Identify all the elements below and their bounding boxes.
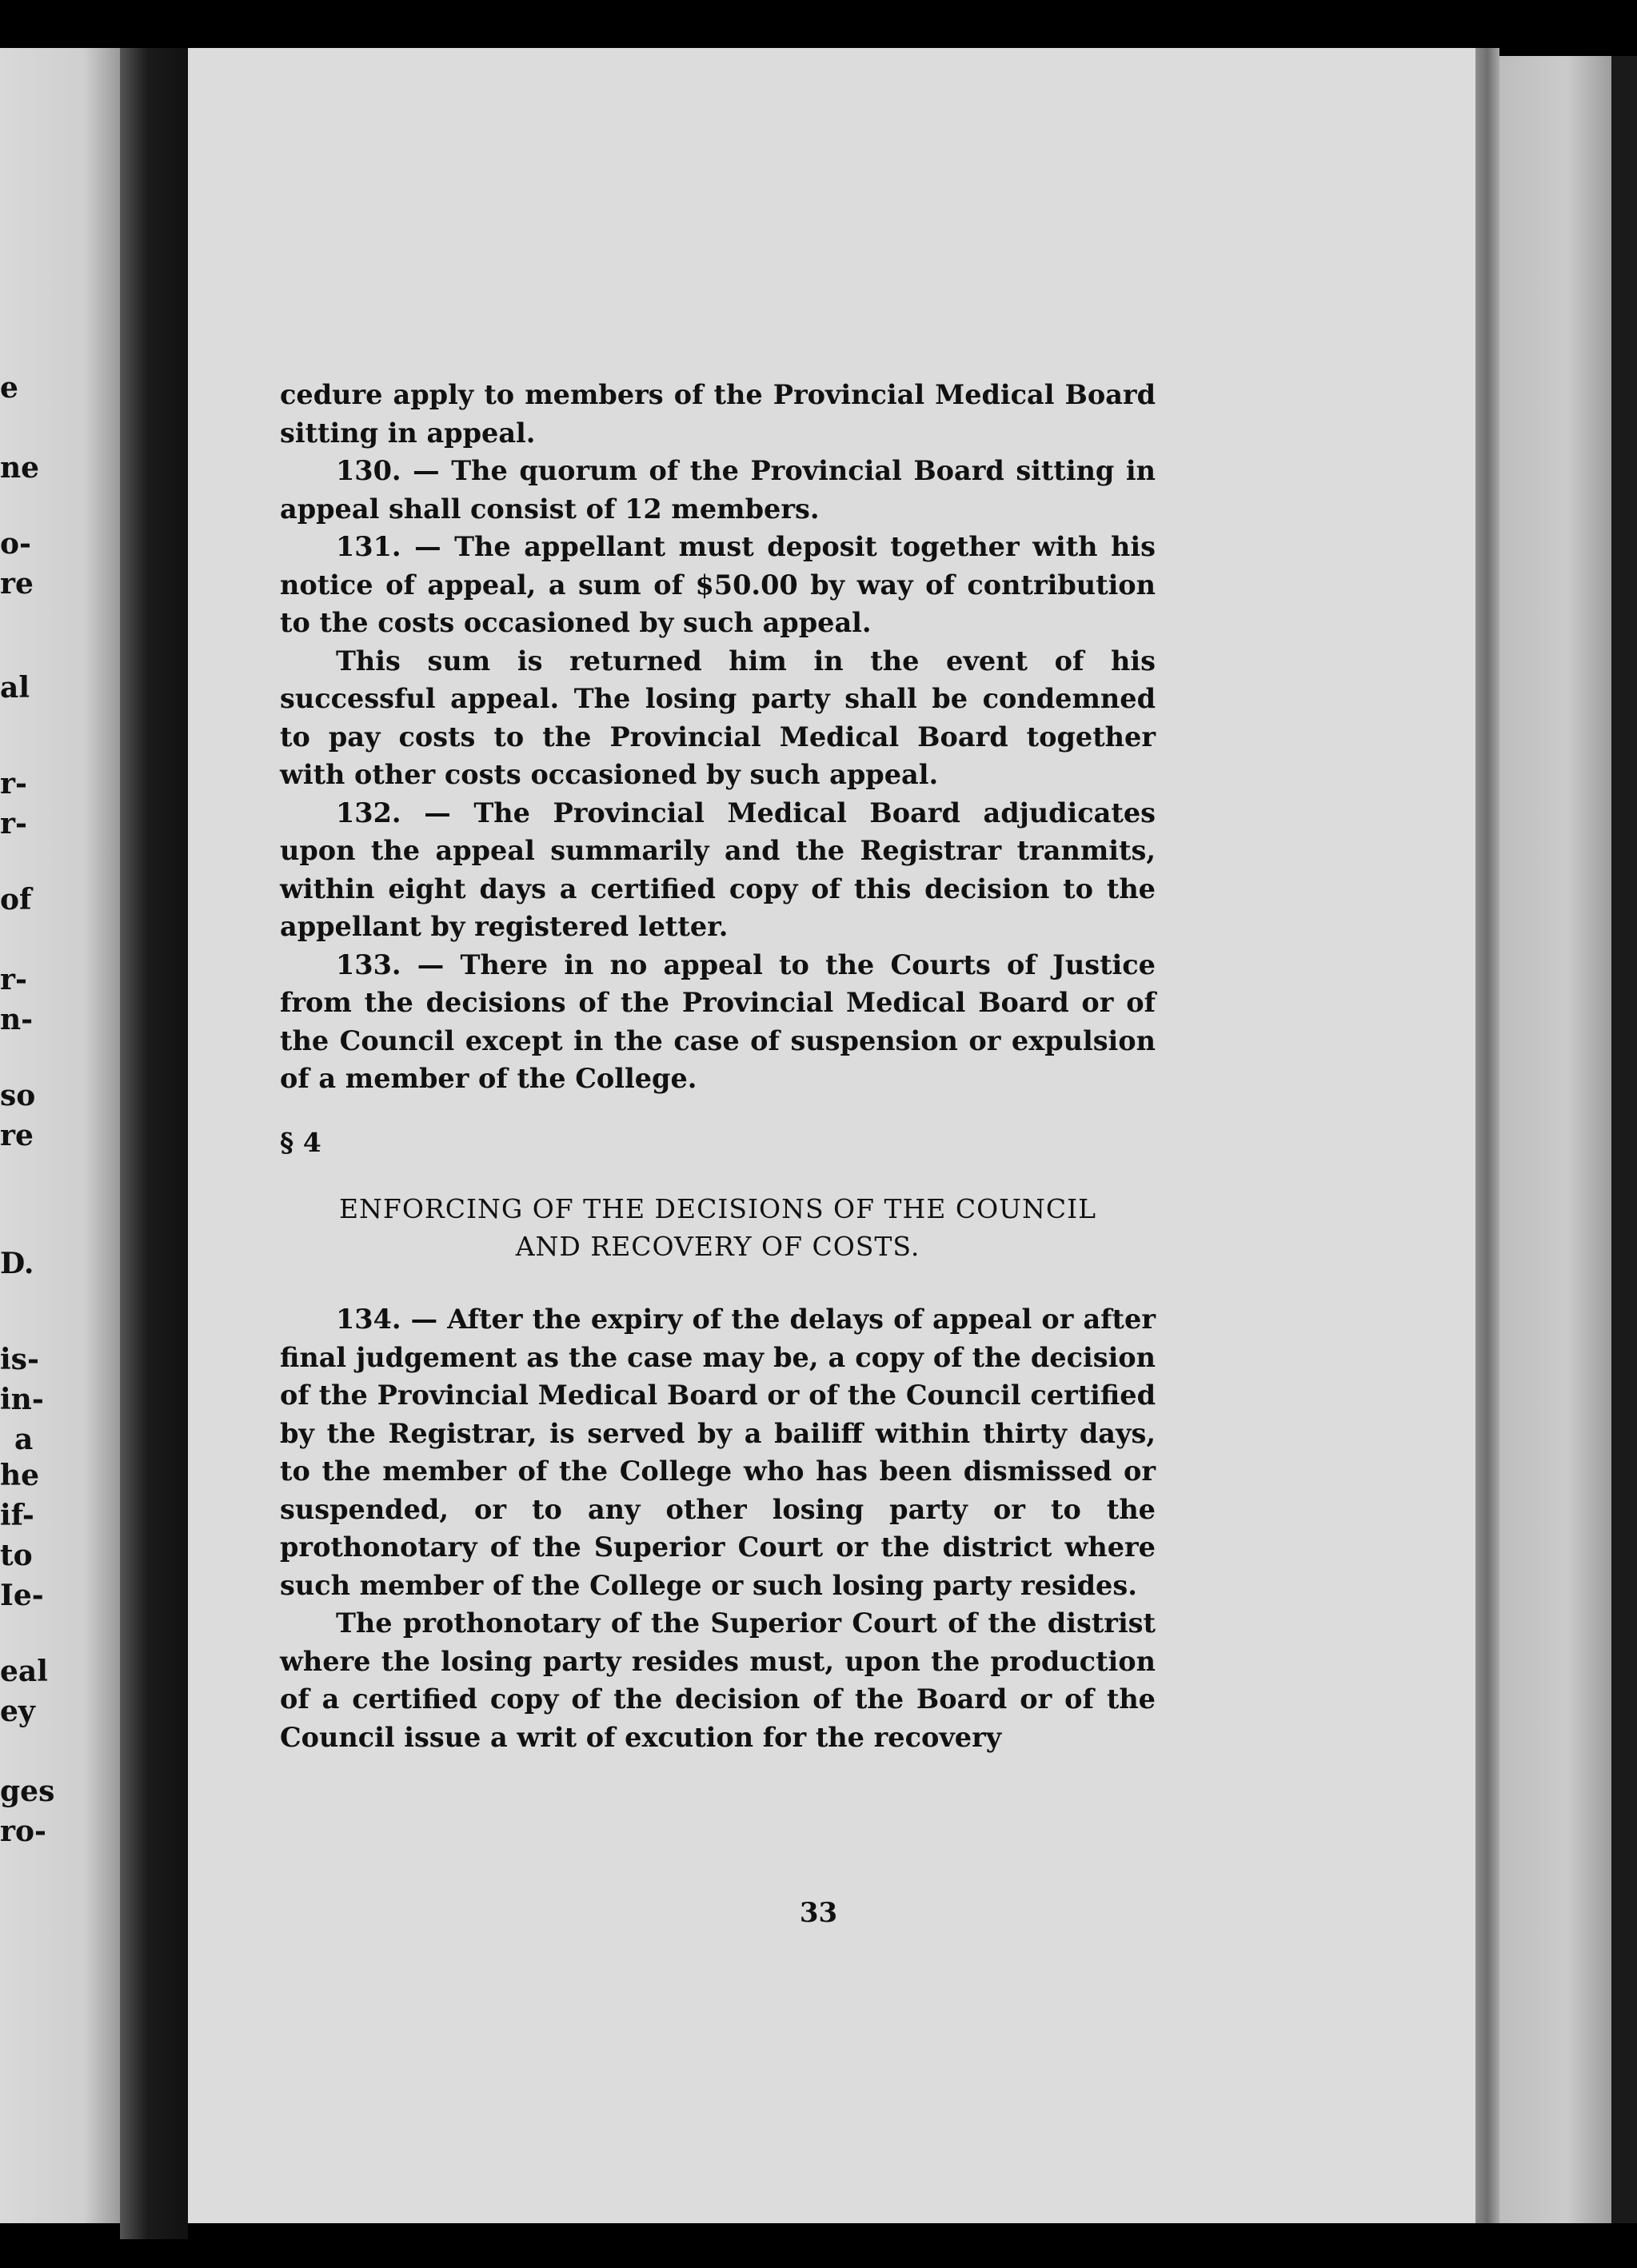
- left-page-fragment: D.: [0, 1247, 34, 1280]
- paragraph-131-continued: This sum is returned him in the event of his successful appeal. The losing party shall be condemned to pay costs to the Provincial Medical Board together with other costs occasioned by such appeal.: [280, 645, 1156, 790]
- left-page-fragment: ges: [0, 1775, 55, 1808]
- left-page-fragment: ey: [0, 1695, 35, 1728]
- paragraph-134: 134. — After the expiry of the delays of appeal or after final judgement as the case may be, a copy of the decision of the Provincial Medical Board or of the Council certified by the Registrar, is served by a bailiff within thirty days, to the member of the College who has been dismissed or suspended, or to any other losing party or to the prothonotary of the Superior Court or the district where such member of the College or such losing party resides.: [280, 1304, 1156, 1601]
- paragraph-continuation: cedure apply to members of the Provincial Medical Board sitting in appeal.: [280, 379, 1156, 449]
- left-page-fragment: ne: [0, 451, 40, 485]
- left-page-fragment: eal: [0, 1655, 48, 1688]
- left-page-fragment: r-: [0, 807, 27, 841]
- left-page-fragment: re: [0, 567, 34, 601]
- section-mark: § 4: [280, 1126, 321, 1158]
- left-page-fragment: re: [0, 1119, 34, 1152]
- left-page-fragment: al: [0, 671, 30, 705]
- page-number: 33: [799, 1897, 838, 1929]
- section-heading: [280, 1190, 1156, 1265]
- left-page-fragment: n-: [0, 1003, 34, 1036]
- left-page-fragment: Ie-: [0, 1579, 44, 1612]
- left-page-fragment: to: [0, 1539, 33, 1572]
- left-page-fragment: r-: [0, 767, 27, 801]
- left-page-fragment: of: [0, 883, 32, 916]
- section-heading-line-1: ENFORCING OF THE DECISIONS OF THE COUNCIL: [338, 1193, 1097, 1224]
- left-page-fragment: e: [0, 371, 18, 405]
- left-page-fragment: a: [14, 1423, 34, 1456]
- paragraph-134-continued: The prothonotary of the Superior Court of the distrist where the losing party resides must, upon the production of a certified copy of the decision of the Board or of the Council issue a writ of excution for the recovery: [280, 1607, 1156, 1753]
- paragraph-132: 132. — The Provincial Medical Board adjudicates upon the appeal summarily and the Registrar tranmits, within eight days a certified copy of this decision to the appellant by registered letter.: [280, 797, 1156, 942]
- paragraph-131: 131. — The appellant must deposit together with his notice of appeal, a sum of $50.00 by way of contribution to the costs occasioned by such appeal.: [280, 531, 1156, 638]
- left-page-fragment: o-: [0, 527, 31, 561]
- page-body: [280, 376, 1156, 1756]
- left-page-fragment: ro-: [0, 1815, 46, 1848]
- paragraph-133: 133. — There in no appeal to the Courts of Justice from the decisions of the Provincial Medical Board or of the Council except in the case of suspension or expulsion of a member of the College.: [280, 948, 1156, 1094]
- left-page-fragment: so: [0, 1079, 36, 1112]
- left-page-fragment: if-: [0, 1499, 34, 1532]
- left-page-fragment: is-: [0, 1343, 39, 1376]
- left-page-fragment: he: [0, 1459, 40, 1492]
- left-page-fragment: r-: [0, 963, 27, 996]
- section-heading-line-2: AND RECOVERY OF COSTS.: [515, 1231, 920, 1262]
- paragraph-130: 130. — The quorum of the Provincial Board sitting in appeal shall consist of 12 members.: [280, 455, 1156, 525]
- left-page-fragment: in-: [0, 1383, 44, 1416]
